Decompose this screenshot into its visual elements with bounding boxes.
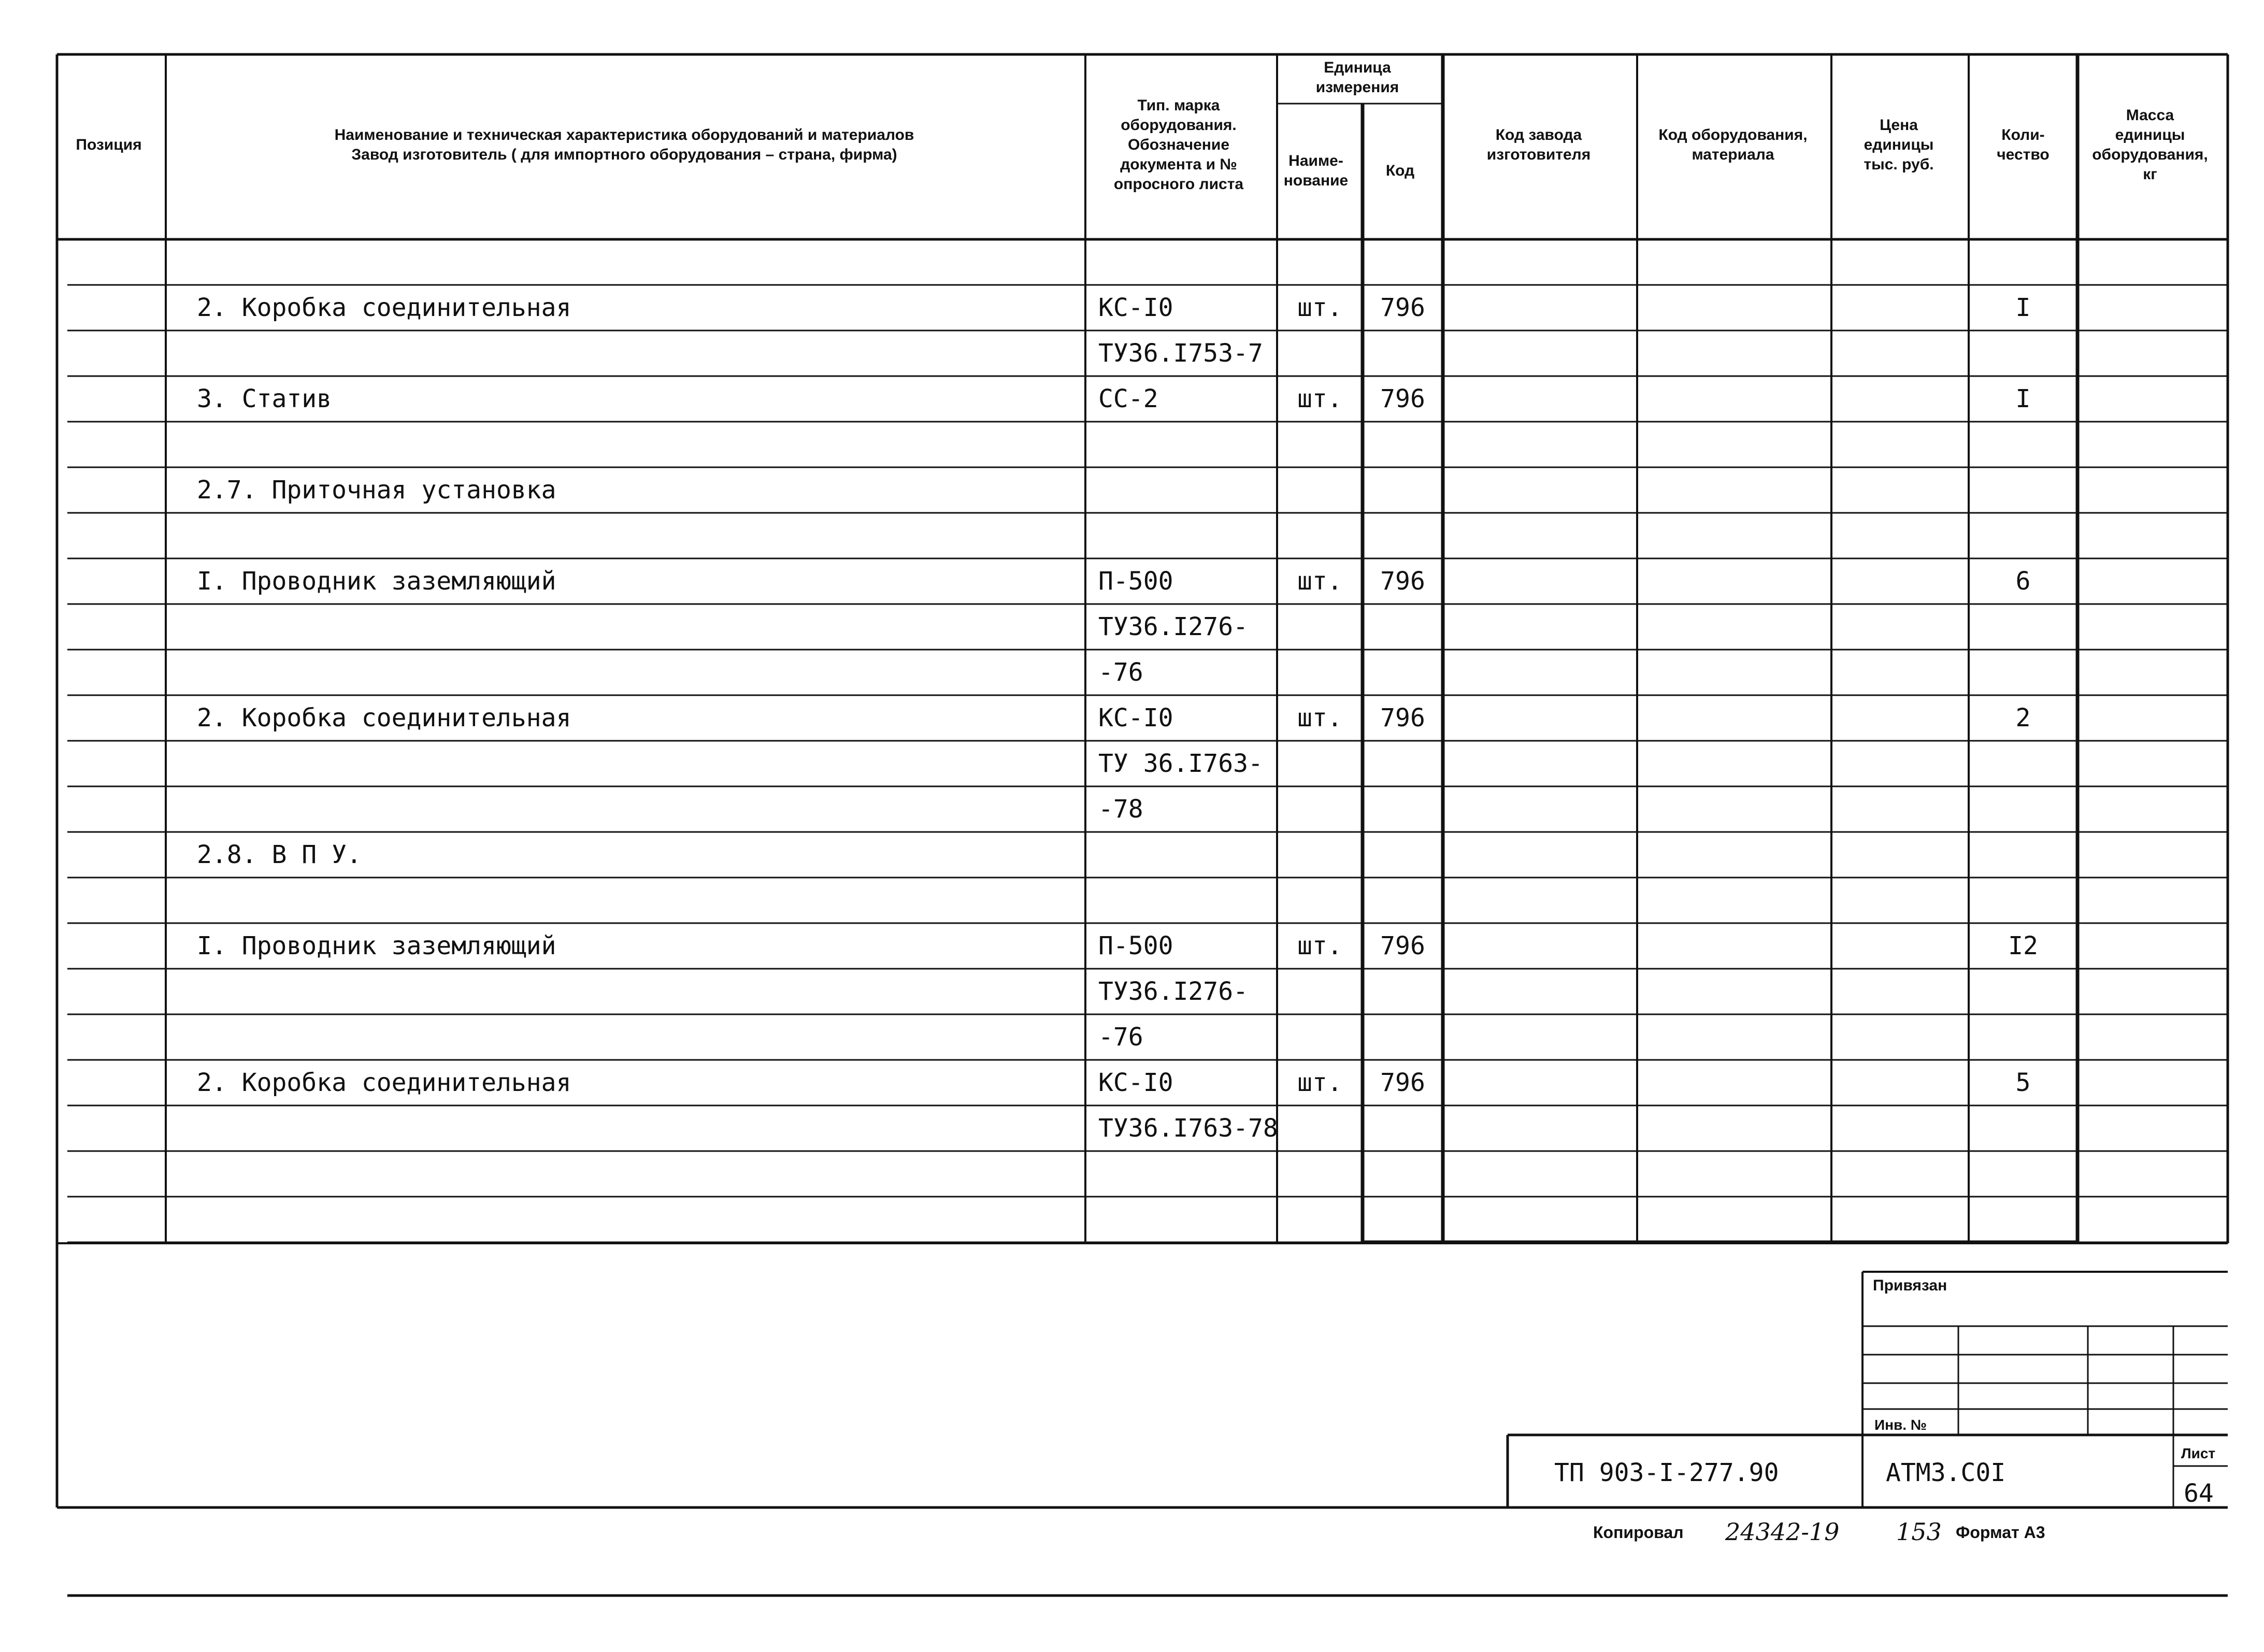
row-type-mark: П-500 (1098, 931, 1173, 960)
row-quantity: 2 (2015, 703, 2031, 732)
row-type-mark: КС-I0 (1098, 1068, 1173, 1097)
row-unit-code: 796 (1380, 293, 1425, 322)
header-mass: Масса единицы оборудования, кг (2092, 107, 2208, 183)
row-name: 2.7. Приточная установка (197, 476, 556, 505)
row-unit-code: 796 (1380, 703, 1425, 732)
row-name: I. Проводник заземляющий (197, 931, 556, 960)
row-type-mark: КС-I0 (1098, 703, 1173, 732)
row-unit-code: 796 (1380, 567, 1425, 596)
header-name: Наименование и техническая характеристика оборудований и материалов Завод изготовитель ( для импортного оборудования – страна, фирма) (334, 126, 914, 163)
header-position: Позиция (76, 136, 142, 153)
row-quantity: I (2015, 384, 2031, 413)
row-unit-code: 796 (1380, 931, 1425, 960)
document-mark: АТМ3.С0I (1886, 1458, 2006, 1487)
stamp-attached-label: Привязан (1873, 1277, 1947, 1294)
row-name: 2. Коробка соединительная (197, 703, 571, 732)
row-unit-code: 796 (1380, 1068, 1425, 1097)
header-type-mark: Тип. марка оборудования. Обозначение документа и № опросного листа (1113, 97, 1244, 193)
row-unit-name: шт. (1297, 931, 1342, 960)
row-type-mark: СС-2 (1098, 384, 1158, 413)
row-unit-name: шт. (1297, 293, 1342, 322)
row-type-mark: ТУ36.I763-78 (1098, 1114, 1278, 1143)
header-unit-code: Код (1385, 162, 1415, 179)
row-type-mark: ТУ36.I753-7 (1098, 339, 1263, 368)
row-type-mark: ТУ36.I276- (1098, 612, 1248, 641)
footer-format: Формат А3 (1956, 1523, 2045, 1542)
footer-copy-number: 24342-19 (1725, 1518, 1840, 1546)
footer-copy-sub: 153 (1896, 1518, 1942, 1546)
row-type-mark: КС-I0 (1098, 293, 1173, 322)
row-unit-name: шт. (1297, 1068, 1342, 1097)
header-quantity: Коли- чество (1997, 126, 2050, 163)
header-price: Цена единицы тыс. руб. (1864, 117, 1934, 173)
row-quantity: I (2015, 293, 2031, 322)
row-unit-name: шт. (1297, 703, 1342, 732)
row-type-mark: ТУ 36.I763- (1098, 749, 1263, 778)
header-unit-group: Единица измерения (1315, 59, 1399, 96)
header-factory-code: Код завода изготовителя (1486, 126, 1591, 163)
row-type-mark: -76 (1098, 1023, 1143, 1052)
document-code: ТП 903-I-277.90 (1554, 1458, 1779, 1487)
row-quantity: I2 (2008, 931, 2038, 960)
row-type-mark: -78 (1098, 795, 1143, 824)
header-unit-name: Наиме- нование (1283, 152, 1349, 189)
header-equipment-code: Код оборудования, материала (1658, 126, 1808, 163)
row-name: 3. Статив (197, 384, 332, 413)
row-name: 2. Коробка соединительная (197, 293, 571, 322)
row-unit-code: 796 (1380, 384, 1425, 413)
row-name: 2.8. В П У. (197, 840, 362, 869)
row-type-mark: П-500 (1098, 567, 1173, 596)
footer-copied-label: Копировал (1593, 1523, 1684, 1542)
row-unit-name: шт. (1297, 567, 1342, 596)
stamp-sheet-number: 64 (2184, 1479, 2214, 1508)
row-name: I. Проводник заземляющий (197, 567, 556, 596)
stamp-inv-no-label: Инв. № (1874, 1417, 1927, 1433)
row-type-mark: -76 (1098, 658, 1143, 687)
stamp-sheet-label: Лист (2181, 1445, 2216, 1461)
row-quantity: 5 (2015, 1068, 2031, 1097)
row-type-mark: ТУ36.I276- (1098, 977, 1248, 1006)
row-name: 2. Коробка соединительная (197, 1068, 571, 1097)
row-quantity: 6 (2015, 567, 2031, 596)
row-unit-name: шт. (1297, 384, 1342, 413)
